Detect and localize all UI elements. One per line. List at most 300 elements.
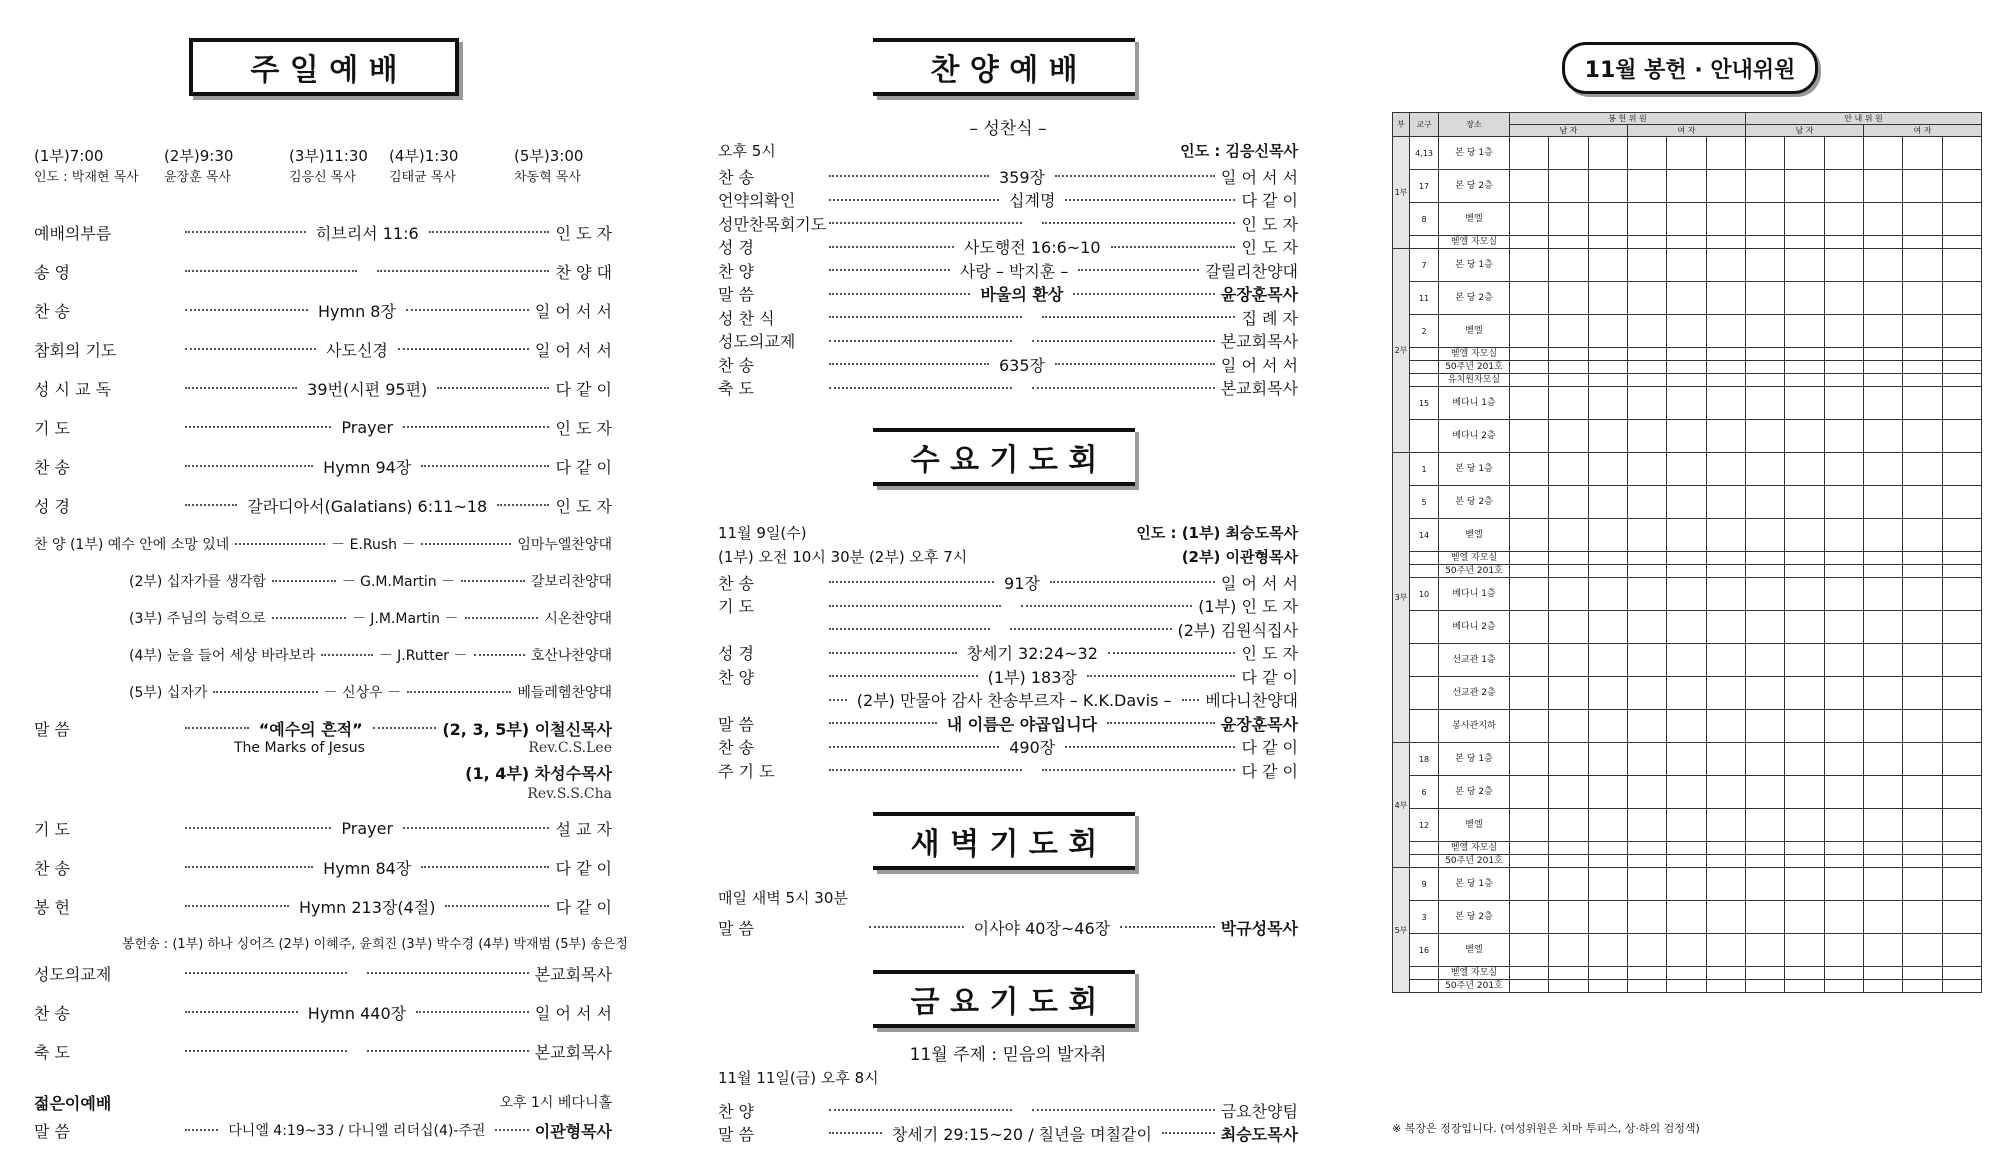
gu-cell: [1410, 348, 1439, 361]
member-cell: [1588, 203, 1627, 236]
member-cell: [1627, 374, 1666, 387]
dot-leader: [829, 269, 950, 271]
committee-row: [1393, 565, 1982, 578]
row-content: Prayer: [341, 818, 394, 838]
member-cell: [1706, 453, 1745, 486]
committee-row: [1393, 552, 1982, 565]
row-responsible: (1부) 인 도 자: [1198, 597, 1298, 616]
member-cell: [1824, 578, 1863, 611]
place-cell: 벧엘 자모실: [1439, 348, 1510, 361]
member-cell: [1627, 315, 1666, 348]
member-cell: [1588, 611, 1627, 644]
member-cell: [1706, 387, 1745, 420]
row-content: 사도신경: [326, 340, 388, 360]
member-cell: [1588, 776, 1627, 809]
choir-anthem: (2부) 십자가를 생각함: [129, 574, 266, 590]
member-cell: [1903, 578, 1942, 611]
choir-composer: － J.M.Martin －: [351, 611, 459, 627]
member-cell: [1627, 453, 1666, 486]
service-leader: 인도 : 박재현 목사: [34, 170, 139, 185]
dot-leader: [1087, 675, 1236, 677]
committee-row: [1393, 236, 1982, 249]
dot-leader: [869, 926, 964, 928]
order-row: [718, 1121, 1298, 1145]
member-cell: [1510, 677, 1549, 710]
row-label: 찬 송: [34, 1003, 70, 1023]
member-cell: [1510, 611, 1549, 644]
member-cell: [1824, 901, 1863, 934]
dot-leader: [829, 316, 1022, 318]
member-cell: [1627, 776, 1666, 809]
member-cell: [1785, 980, 1824, 993]
row-label: 찬 양: [718, 667, 754, 687]
member-cell: [1824, 374, 1863, 387]
gu-cell: [1410, 420, 1439, 453]
committee-row: [1393, 374, 1982, 387]
member-cell: [1706, 137, 1745, 170]
member-cell: [1785, 282, 1824, 315]
gu-cell: [1410, 361, 1439, 374]
friday-title-banner: [873, 970, 1135, 1028]
member-cell: [1745, 486, 1784, 519]
member-cell: [1510, 453, 1549, 486]
member-cell: [1863, 855, 1902, 868]
member-cell: [1824, 453, 1863, 486]
member-cell: [1706, 420, 1745, 453]
committee-row: [1393, 611, 1982, 644]
order-row: [34, 961, 612, 985]
member-cell: [1667, 809, 1706, 842]
dot-leader: [437, 387, 549, 389]
member-cell: [1903, 980, 1942, 993]
member-cell: [1824, 387, 1863, 420]
dot-leader: [185, 504, 237, 506]
choir-row: [34, 643, 612, 667]
order-row: [718, 688, 1298, 712]
member-cell: [1785, 743, 1824, 776]
place-cell: 본 당 1층: [1439, 868, 1510, 901]
member-cell: [1745, 967, 1784, 980]
member-cell: [1942, 374, 1981, 387]
member-cell: [1706, 710, 1745, 743]
row-content: 91장: [1004, 573, 1040, 593]
member-cell: [1942, 842, 1981, 855]
member-cell: [1745, 710, 1784, 743]
choir-composer: － G.M.Martin －: [341, 574, 456, 590]
choir-anthem: (4부) 눈을 들어 세상 바라보라: [129, 648, 316, 664]
member-cell: [1510, 387, 1549, 420]
member-cell: [1667, 710, 1706, 743]
dot-leader: [403, 426, 549, 428]
member-cell: [1588, 578, 1627, 611]
member-cell: [1667, 934, 1706, 967]
member-cell: [1942, 743, 1981, 776]
row-responsible: 인 도 자: [1241, 644, 1299, 663]
member-cell: [1903, 967, 1942, 980]
dot-leader: [461, 580, 525, 582]
row-responsible: 다 같 이: [555, 858, 612, 878]
place-cell: 본 당 1층: [1439, 453, 1510, 486]
row-responsible: 일 어 서 서: [534, 301, 613, 321]
member-cell: [1588, 236, 1627, 249]
place-cell: 본 당 1층: [1439, 743, 1510, 776]
place-cell: 선교관 2층: [1439, 677, 1510, 710]
choir-composer: － E.Rush －: [331, 537, 416, 553]
member-cell: [1627, 855, 1666, 868]
member-cell: [1706, 980, 1745, 993]
dot-leader: [1111, 246, 1236, 248]
gu-cell: 1: [1410, 453, 1439, 486]
member-cell: [1627, 203, 1666, 236]
praise-title-banner: [873, 38, 1135, 96]
committee-row: [1393, 315, 1982, 348]
member-cell: [1824, 868, 1863, 901]
dot-leader: [185, 1011, 298, 1013]
member-cell: [1745, 348, 1784, 361]
row-label: 예배의부름: [34, 223, 112, 243]
committee-row: [1393, 710, 1982, 743]
member-cell: [1863, 203, 1902, 236]
dot-leader: [829, 1109, 1012, 1111]
praise-subtitle: – 성찬식 –: [969, 119, 1047, 139]
member-cell: [1549, 565, 1588, 578]
member-cell: [1549, 348, 1588, 361]
dot-leader: [829, 340, 1012, 342]
place-cell: 50주년 201호: [1439, 565, 1510, 578]
order-row: [718, 282, 1298, 306]
dot-leader: [407, 691, 511, 693]
member-cell: [1667, 552, 1706, 565]
member-cell: [1824, 249, 1863, 282]
row-content: 635장: [998, 355, 1045, 375]
row-responsible: 본교회목사: [534, 1042, 612, 1062]
member-cell: [1667, 967, 1706, 980]
gu-cell: [1410, 842, 1439, 855]
youth-time: 오후 1시 베다니홀: [499, 1095, 612, 1111]
sunday-title: 주 일 예 배: [250, 53, 398, 88]
sermon-row: [34, 760, 612, 784]
member-cell: [1706, 374, 1745, 387]
member-cell: [1667, 565, 1706, 578]
gu-cell: [1410, 677, 1439, 710]
member-cell: [1745, 868, 1784, 901]
member-cell: [1549, 203, 1588, 236]
member-cell: [1863, 809, 1902, 842]
dot-leader: [829, 605, 1001, 607]
row-responsible: 갈릴리찬양대: [1205, 261, 1299, 281]
row-label: 찬 송: [718, 355, 754, 375]
member-cell: [1903, 901, 1942, 934]
bu-cell: 2부: [1393, 249, 1410, 453]
row-content: (2부) 만물아 감사 찬송부르자 – K.K.Davis –: [856, 691, 1172, 710]
member-cell: [1824, 842, 1863, 855]
member-cell: [1588, 855, 1627, 868]
member-cell: [1627, 743, 1666, 776]
member-cell: [1667, 743, 1706, 776]
member-cell: [1942, 677, 1981, 710]
gu-cell: 8: [1410, 203, 1439, 236]
row-label: 찬 송: [34, 858, 70, 878]
member-cell: [1667, 361, 1706, 374]
dot-leader: [185, 1050, 347, 1052]
committee-row: [1393, 934, 1982, 967]
member-cell: [1510, 565, 1549, 578]
gu-cell: 9: [1410, 868, 1439, 901]
dot-leader: [1021, 605, 1193, 607]
dot-leader: [1108, 652, 1236, 654]
dot-leader: [416, 1011, 529, 1013]
member-cell: [1942, 868, 1981, 901]
dot-leader: [185, 866, 313, 868]
place-cell: 벧엘: [1439, 315, 1510, 348]
order-row: [718, 164, 1298, 188]
dot-leader: [1055, 175, 1215, 177]
order-row: [34, 220, 612, 244]
friday-theme: 11월 주제 : 믿음의 발자취: [909, 1045, 1107, 1065]
row-label: 언약의확인: [718, 191, 796, 210]
row-content: 359장: [998, 167, 1045, 187]
member-cell: [1942, 170, 1981, 203]
gu-cell: [1410, 565, 1439, 578]
member-cell: [1785, 249, 1824, 282]
member-cell: [1627, 361, 1666, 374]
member-cell: [1942, 611, 1981, 644]
member-cell: [1745, 137, 1784, 170]
member-cell: [1627, 420, 1666, 453]
member-cell: [1745, 374, 1784, 387]
member-cell: [1667, 980, 1706, 993]
member-cell: [1627, 348, 1666, 361]
member-cell: [1549, 901, 1588, 934]
member-cell: [1510, 934, 1549, 967]
dot-leader: [1120, 926, 1215, 928]
member-cell: [1706, 348, 1745, 361]
member-cell: [1903, 315, 1942, 348]
row-responsible: 본교회목사: [1220, 379, 1298, 398]
member-cell: [1863, 710, 1902, 743]
wednesday-time: (1부) 오전 10시 30분 (2부) 오후 7시: [718, 548, 968, 566]
dot-leader: [185, 231, 306, 233]
dot-leader: [185, 426, 331, 428]
member-cell: [1706, 361, 1745, 374]
dot-leader: [367, 1050, 529, 1052]
member-cell: [1627, 519, 1666, 552]
member-cell: [1667, 315, 1706, 348]
member-cell: [1549, 519, 1588, 552]
dot-leader: [1050, 581, 1215, 583]
member-cell: [1588, 868, 1627, 901]
order-row: [718, 352, 1298, 376]
member-cell: [1667, 203, 1706, 236]
committee-row: [1393, 644, 1982, 677]
committee-row: [1393, 170, 1982, 203]
bu-cell: 5부: [1393, 868, 1410, 993]
member-cell: [1903, 361, 1942, 374]
place-cell: 베다니 2층: [1439, 420, 1510, 453]
dot-leader: [185, 270, 357, 272]
member-cell: [1942, 315, 1981, 348]
member-cell: [1903, 611, 1942, 644]
dot-leader: [185, 348, 316, 350]
member-cell: [1942, 578, 1981, 611]
header-offering: 봉 헌 위 원: [1510, 113, 1746, 125]
member-cell: [1549, 170, 1588, 203]
sermon-title-en: The Marks of Jesus: [234, 740, 365, 756]
member-cell: [1863, 137, 1902, 170]
place-cell: 벧엘 자모실: [1439, 552, 1510, 565]
service-leader: 윤장훈 목사: [164, 170, 231, 185]
place-cell: 베다니 2층: [1439, 611, 1510, 644]
member-cell: [1785, 967, 1824, 980]
member-cell: [1627, 387, 1666, 420]
row-label: 성도의교제: [718, 332, 796, 351]
gu-cell: 10: [1410, 578, 1439, 611]
member-cell: [1588, 565, 1627, 578]
choir-name: 임마누엘찬양대: [517, 537, 612, 553]
member-cell: [1667, 486, 1706, 519]
member-cell: [1824, 361, 1863, 374]
dot-leader: [403, 827, 549, 829]
order-row: [34, 1000, 612, 1024]
dot-leader: [421, 543, 511, 545]
order-row: [34, 376, 612, 400]
member-cell: [1824, 611, 1863, 644]
bu-cell: 4부: [1393, 743, 1410, 868]
member-cell: [1667, 611, 1706, 644]
gu-cell: 5: [1410, 486, 1439, 519]
dot-leader: [1065, 746, 1235, 748]
row-responsible: 다 같 이: [1241, 667, 1298, 687]
member-cell: [1824, 644, 1863, 677]
row-responsible: 다 같 이: [555, 897, 613, 917]
gu-cell: [1410, 644, 1439, 677]
dot-leader: [465, 617, 539, 619]
row-content: Hymn 440장: [307, 1003, 407, 1023]
member-cell: [1588, 552, 1627, 565]
member-cell: [1863, 486, 1902, 519]
sermon-preacher-2-en: Rev.S.S.Cha: [527, 786, 612, 802]
member-cell: [1785, 855, 1824, 868]
row-content: 히브리서 11:6: [315, 223, 419, 243]
choir-anthem: 찬 양 (1부) 예수 안에 소망 있네: [34, 537, 230, 553]
row-responsible: 찬 양 대: [555, 262, 613, 282]
row-label: 말 씀: [718, 714, 754, 734]
service-time: (1부)7:00: [34, 147, 104, 165]
order-row: [718, 735, 1298, 759]
header-offering-female: 여 자: [1627, 125, 1745, 137]
member-cell: [1549, 677, 1588, 710]
member-cell: [1942, 361, 1981, 374]
member-cell: [1706, 611, 1745, 644]
member-cell: [1863, 282, 1902, 315]
order-row: [34, 816, 612, 840]
member-cell: [1510, 868, 1549, 901]
member-cell: [1667, 374, 1706, 387]
choir-name: 갈보리찬양대: [530, 574, 612, 590]
member-cell: [1942, 809, 1981, 842]
member-cell: [1745, 315, 1784, 348]
member-cell: [1549, 809, 1588, 842]
dot-leader: [1065, 199, 1235, 201]
dot-leader: [829, 746, 999, 748]
choir-composer: － J.Rutter －: [378, 648, 468, 664]
member-cell: [1863, 611, 1902, 644]
row-label: 성 경: [718, 644, 754, 663]
member-cell: [1667, 578, 1706, 611]
row-label: 봉 헌: [34, 897, 70, 917]
member-cell: [1745, 236, 1784, 249]
dot-leader: [445, 905, 549, 907]
member-cell: [1785, 710, 1824, 743]
member-cell: [1824, 809, 1863, 842]
member-cell: [1785, 868, 1824, 901]
member-cell: [1627, 578, 1666, 611]
place-cell: 벧엘: [1439, 934, 1510, 967]
place-cell: 본 당 1층: [1439, 137, 1510, 170]
row-content: 창세기 29:15~20 / 칠년을 며칠같이: [891, 1124, 1152, 1144]
member-cell: [1627, 236, 1666, 249]
member-cell: [1785, 552, 1824, 565]
member-cell: [1824, 170, 1863, 203]
member-cell: [1745, 842, 1784, 855]
member-cell: [1863, 361, 1902, 374]
order-row: [34, 454, 612, 478]
member-cell: [1785, 934, 1824, 967]
dot-leader: [829, 363, 989, 365]
service-time: (5부)3:00: [514, 147, 584, 165]
row-responsible: 윤장훈목사: [1220, 714, 1298, 734]
member-cell: [1942, 980, 1981, 993]
member-cell: [1942, 486, 1981, 519]
member-cell: [1510, 236, 1549, 249]
member-cell: [1588, 374, 1627, 387]
member-cell: [1863, 170, 1902, 203]
row-responsible: 인 도 자: [555, 496, 613, 516]
member-cell: [1942, 565, 1981, 578]
member-cell: [1785, 809, 1824, 842]
service-time: (4부)1:30: [389, 147, 459, 165]
committee-row: [1393, 743, 1982, 776]
member-cell: [1706, 170, 1745, 203]
order-row: [34, 337, 612, 361]
member-cell: [1549, 315, 1588, 348]
member-cell: [1510, 901, 1549, 934]
member-cell: [1903, 170, 1942, 203]
dawn-label: 말 씀: [718, 918, 754, 938]
youth-preacher: 이관형목사: [534, 1121, 612, 1141]
committee-row: [1393, 203, 1982, 236]
member-cell: [1824, 420, 1863, 453]
member-cell: [1588, 315, 1627, 348]
order-row: [718, 258, 1298, 282]
row-responsible: 본교회목사: [534, 964, 612, 984]
dawn-time: 매일 새벽 5시 30분: [718, 889, 848, 907]
dot-leader: [213, 691, 317, 693]
member-cell: [1863, 980, 1902, 993]
member-cell: [1706, 236, 1745, 249]
member-cell: [1588, 170, 1627, 203]
member-cell: [1903, 743, 1942, 776]
committee-row: [1393, 453, 1982, 486]
gu-cell: 15: [1410, 387, 1439, 420]
member-cell: [1510, 486, 1549, 519]
member-cell: [1549, 776, 1588, 809]
place-cell: 본 당 2층: [1439, 170, 1510, 203]
member-cell: [1549, 644, 1588, 677]
dot-leader: [829, 387, 1012, 389]
member-cell: [1510, 776, 1549, 809]
dot-leader: [1042, 222, 1235, 224]
